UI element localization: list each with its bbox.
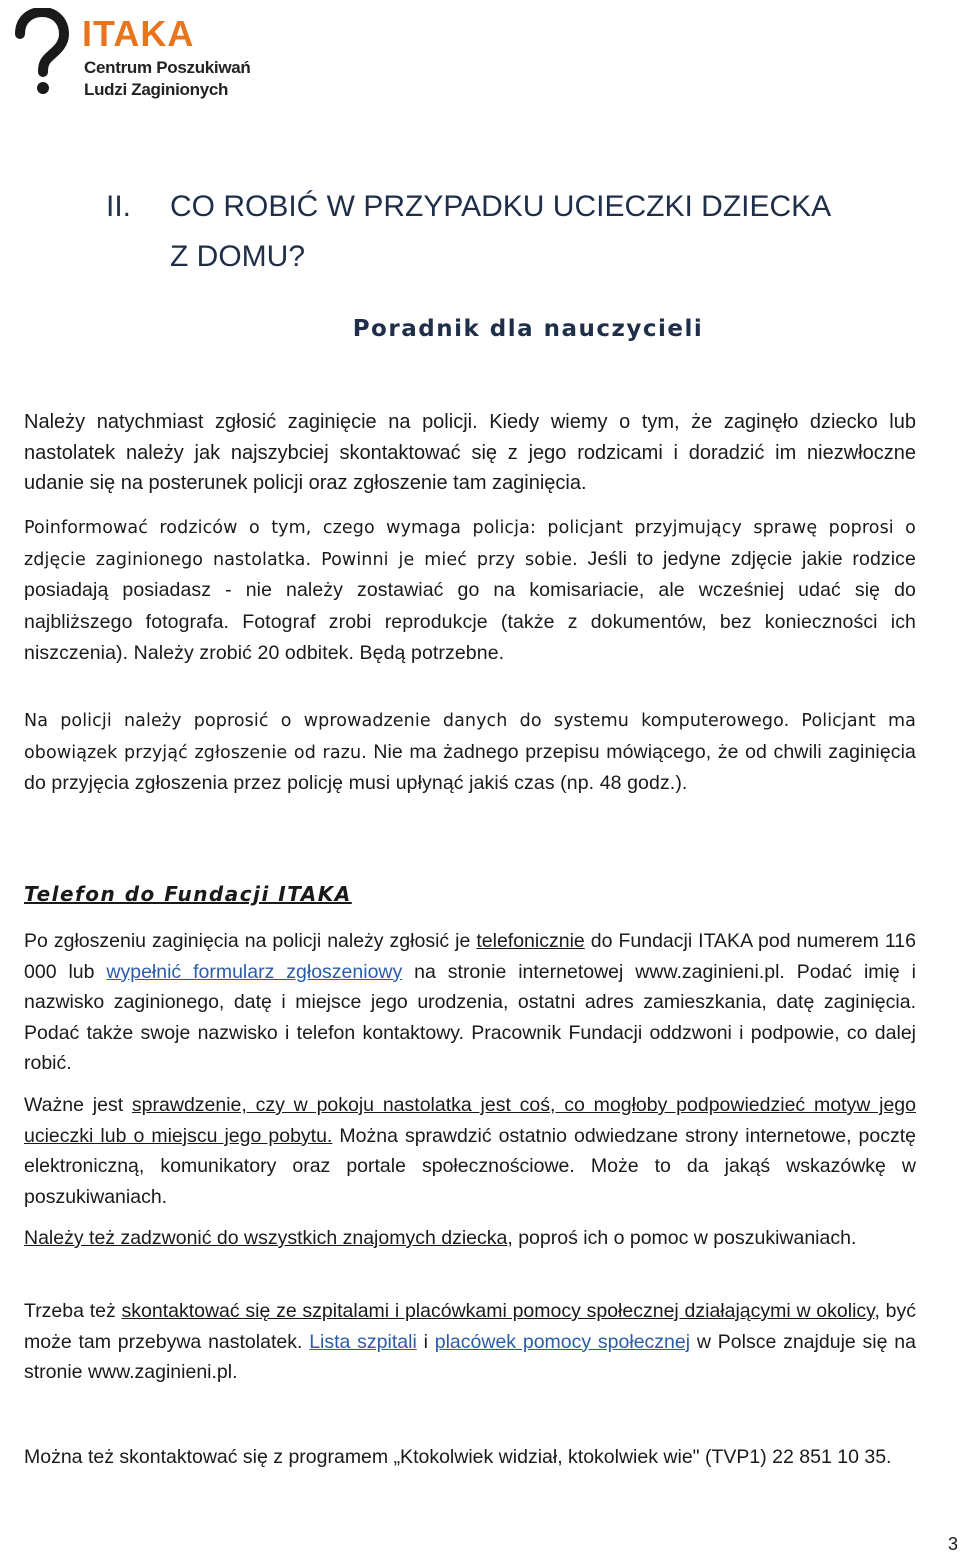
paragraph-check-room-text1: Ważne jest bbox=[24, 1094, 132, 1116]
paragraph-police-database-part2: Nie ma żadnego przepisu mówiącego, że od chwili zaginięcia do przyjęcia zgłoszenia przez policję musi upłynąć jakiś czas (np. 48 godz.). bbox=[24, 740, 916, 794]
paragraph-call-foundation-text1: Po zgłoszeniu zaginięcia na policji należy zgłosić je bbox=[24, 930, 477, 952]
underlined-contact-hospitals: skontaktować się ze szpitalami i placówkami pomocy społecznej działającymi w okolicy bbox=[121, 1300, 875, 1322]
paragraph-check-room bbox=[24, 1090, 916, 1212]
paragraph-inform-parents-part2: Jeśli to jedyne zdjęcie jakie rodzice posiadają posiadasz - nie należy zostawiać go na komisariacie, ale wcześniej udać się do najbliższego fotografa. Fotograf zrobi reprodukcje (także z dokumentów, bez konieczności ich niszczenia). Należy zrobić 20 odbitek. Będą potrzebne. bbox=[24, 547, 916, 664]
itaka-logo bbox=[10, 8, 260, 98]
page-subtitle: Poradnik dla nauczycieli bbox=[352, 316, 704, 342]
heading-line2: Z DOMU? bbox=[170, 240, 305, 273]
heading-number: II. bbox=[106, 190, 132, 223]
underlined-call-friends: Należy też zadzwonić do wszystkich znajomych dziecka bbox=[24, 1227, 508, 1249]
heading-line1: CO ROBIĆ W PRZYPADKU UCIECZKI DZIECKA bbox=[170, 190, 832, 223]
paragraph-hospitals-text3: i bbox=[416, 1330, 435, 1353]
paragraph-hospitals bbox=[24, 1296, 916, 1388]
paragraph-call-foundation-text3: na stronie internetowej www.zaginieni.pl. Podać imię i nazwisko zaginionego, datę i miejsce jego urodzenia, ostatni adres zamieszkania, datę zaginięcia. Podać także swoje nazwisko i telefon kontaktowy. Pracownik Fundacji oddzwoni i podpowie, co dalej robić. bbox=[24, 960, 916, 1074]
paragraph-call-friends bbox=[24, 1223, 916, 1254]
logo-subtitle-line2: Ludzi Zaginionych bbox=[84, 80, 229, 99]
underlined-check-room: sprawdzenie, czy w pokoju nastolatka jest coś, co mogłoby podpowiedzieć motyw jego ucieczki lub o miejscu jego pobytu. bbox=[24, 1094, 916, 1147]
paragraph-hospitals-text1: Trzeba też bbox=[24, 1300, 122, 1322]
logo-subtitle-line1: Centrum Poszukiwań bbox=[84, 58, 251, 77]
hospitals-list-link[interactable]: Lista szpitali bbox=[309, 1330, 417, 1353]
logo-title: ITAKA bbox=[82, 13, 195, 54]
paragraph-call-foundation bbox=[24, 926, 916, 1079]
question-mark-logo-icon bbox=[10, 8, 72, 98]
paragraph-police-database-part1: Na policji należy poprosić o wprowadzenie danych do systemu komputerowego. Policjant ma obowiązek przyjąć zgłoszenie od razu. bbox=[24, 711, 916, 763]
paragraph-call-friends-text: , poproś ich o pomoc w poszukiwaniach. bbox=[507, 1227, 857, 1249]
paragraph-report-to-police: Należy natychmiast zgłosić zaginięcie na policji. Kiedy wiemy o tym, że zaginęło dziecko lub nastolatek należy jak najszybciej skontaktować się z jego rodzicami i doradzić im niezwłoczne udanie się na posterunek policji oraz zgłoszenie tam zaginięcia. bbox=[24, 411, 916, 494]
page-number: 3 bbox=[947, 1534, 958, 1554]
paragraph-tv-program: Można też skontaktować się z programem „Ktokolwiek widział, ktokolwiek wie" (TVP1) 22 851 10 35. bbox=[24, 1446, 892, 1468]
section-title-phone: Telefon do Fundacji ITAKA bbox=[24, 882, 352, 906]
underlined-by-phone: telefonicznie bbox=[476, 930, 585, 952]
paragraph-police-database bbox=[24, 706, 916, 800]
paragraph-hospitals-text2: , być może tam przebywa nastolatek. bbox=[24, 1300, 916, 1353]
social-care-list-link[interactable]: placówek pomocy społecznej bbox=[434, 1330, 691, 1353]
paragraph-call-foundation-text2: do Fundacji ITAKA pod numerem 116 000 lub bbox=[24, 930, 916, 983]
report-form-link[interactable]: wypełnić formularz zgłoszeniowy bbox=[106, 960, 403, 983]
paragraph-inform-parents-part1: Poinformować rodziców o tym, czego wymaga policja: policjant przyjmujący sprawę poprosi o zdjęcie zaginionego nastolatka. Powinni je mieć przy sobie. bbox=[24, 518, 916, 570]
paragraph-check-room-text2: Można sprawdzić ostatnio odwiedzane strony internetowe, pocztę elektroniczną, komunikatory oraz portale społecznościowe. Może to da jakąś wskazówkę w poszukiwaniach. bbox=[24, 1124, 916, 1208]
paragraph-inform-parents bbox=[24, 513, 916, 670]
paragraph-hospitals-text4: w Polsce znajduje się na stronie www.zaginieni.pl. bbox=[24, 1330, 916, 1383]
